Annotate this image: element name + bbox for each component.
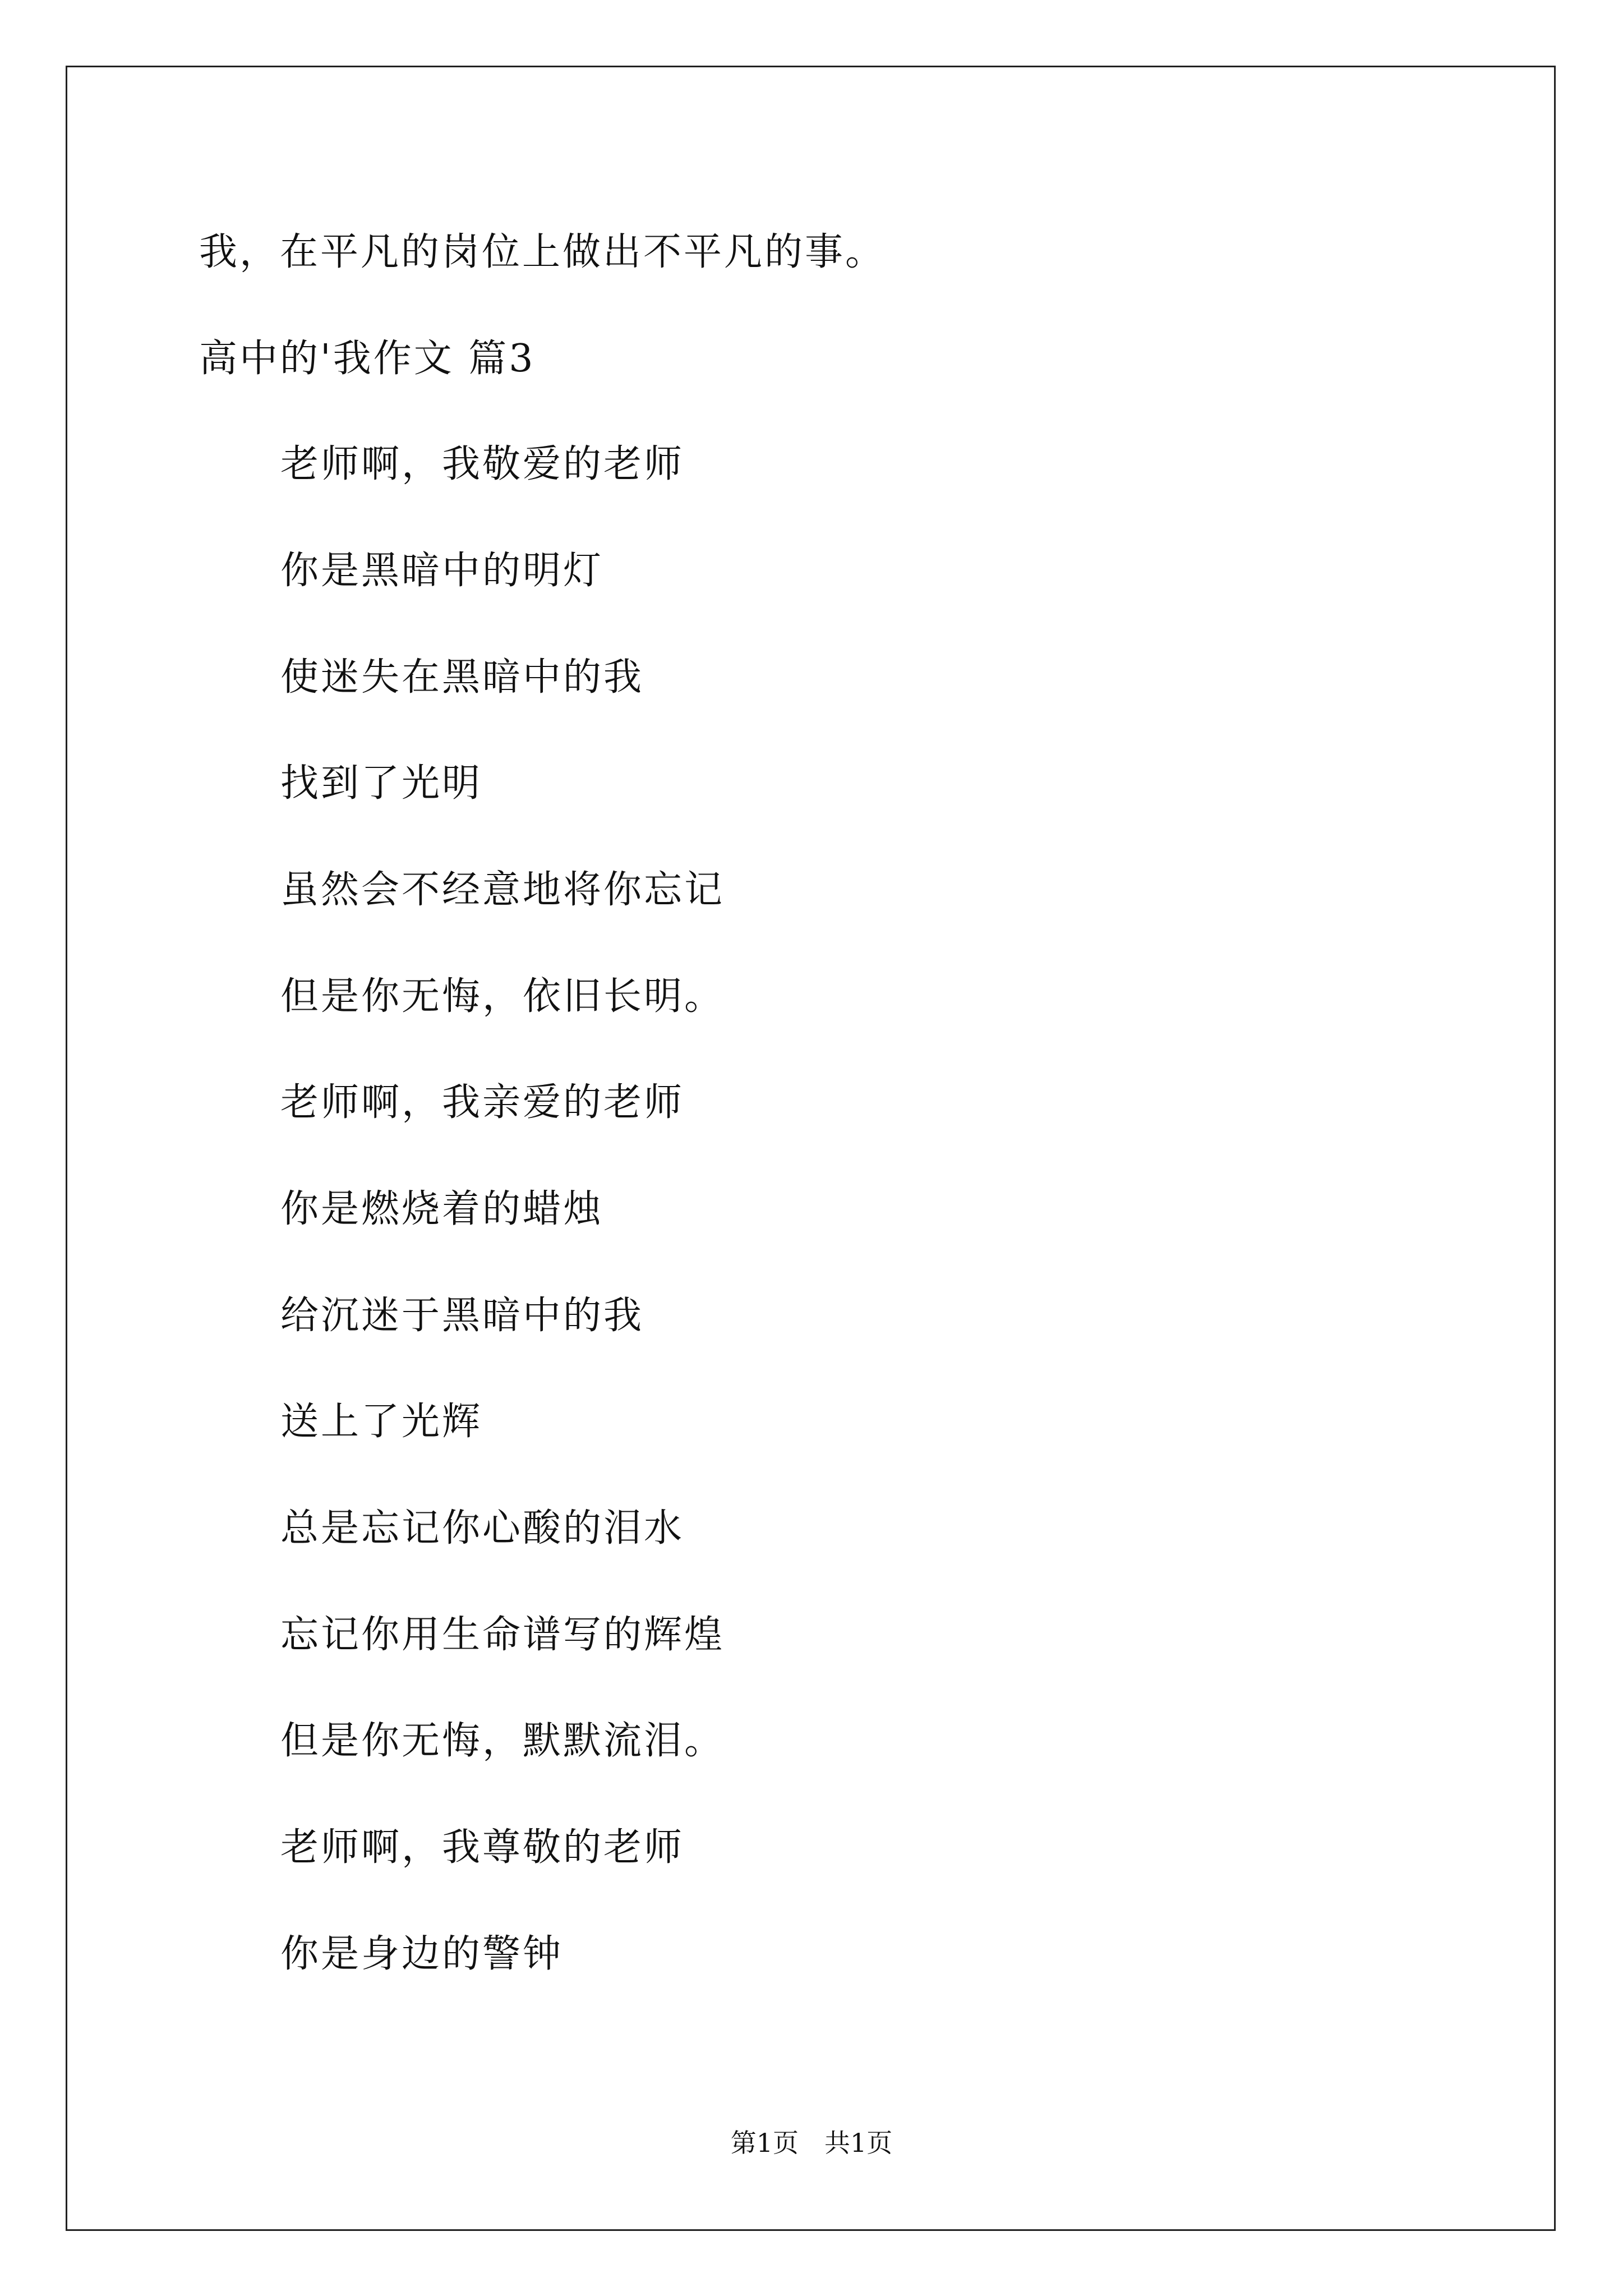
poem-line: 总是忘记你心酸的泪水 — [280, 1506, 685, 1550]
poem-line: 老师啊，我亲爱的老师 — [280, 1080, 685, 1125]
opening-line: 我，在平凡的岗位上做出不平凡的事。 — [199, 230, 886, 274]
poem-line: 给沉迷于黑暗中的我 — [280, 1294, 644, 1338]
poem-line: 找到了光明 — [280, 761, 483, 806]
page-border — [66, 66, 1556, 2231]
section-title: 高中的'我作文 篇3 — [199, 337, 536, 381]
poem-line: 你是身边的警钟 — [280, 1932, 564, 1976]
poem-line: 忘记你用生命谱写的辉煌 — [280, 1613, 725, 1657]
poem-line: 你是燃烧着的蜡烛 — [280, 1187, 604, 1231]
poem-line: 但是你无悔，依旧长明。 — [280, 974, 725, 1019]
poem-line: 送上了光辉 — [280, 1400, 483, 1444]
poem-line: 老师啊，我尊敬的老师 — [280, 1825, 685, 1870]
page-indicator: 第1页 共1页 — [730, 2128, 893, 2158]
poem-line: 你是黑暗中的明灯 — [280, 549, 604, 593]
poem-line: 使迷失在黑暗中的我 — [280, 655, 644, 700]
poem-line: 虽然会不经意地将你忘记 — [280, 868, 725, 912]
poem-line: 老师啊，我敬爱的老师 — [280, 442, 685, 486]
poem-line: 但是你无悔，默默流泪。 — [280, 1719, 725, 1763]
